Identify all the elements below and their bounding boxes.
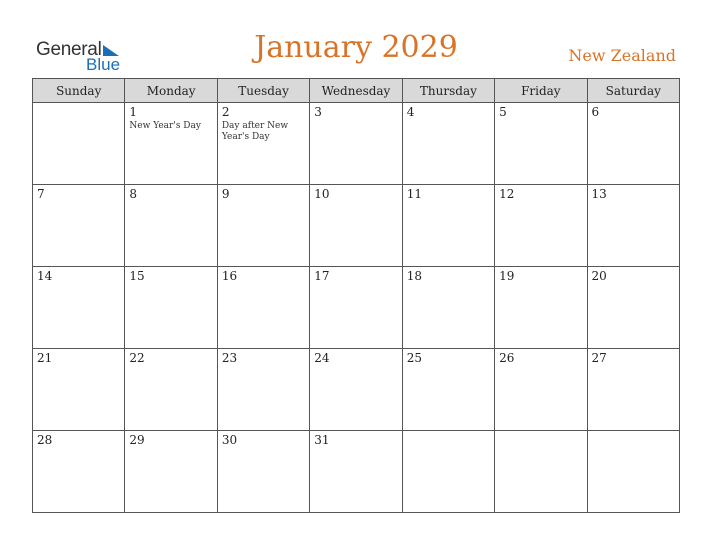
day-number: 22 (129, 351, 145, 365)
day-cell (125, 185, 217, 267)
day-cell (402, 349, 494, 431)
day-number: 12 (499, 187, 515, 201)
day-cell (587, 431, 679, 513)
day-cell (310, 431, 402, 513)
day-cell (217, 103, 309, 185)
day-cell (587, 349, 679, 431)
day-number: 28 (37, 433, 53, 447)
day-cell (310, 349, 402, 431)
day-cell (125, 349, 217, 431)
day-number: 23 (221, 351, 238, 365)
day-cell (310, 185, 402, 267)
day-cell (33, 431, 125, 513)
day-number: 1 (129, 105, 138, 119)
day-cell (495, 103, 587, 185)
day-number: 9 (221, 187, 230, 201)
weekday-header: Tuesday (217, 79, 309, 103)
day-cell (217, 185, 309, 267)
day-number: 24 (314, 351, 330, 365)
day-cell (217, 431, 309, 513)
day-cell (402, 267, 494, 349)
day-cell (125, 431, 217, 513)
day-number: 30 (221, 433, 238, 447)
day-cell (217, 349, 309, 431)
day-cell (495, 185, 587, 267)
day-number: 18 (406, 269, 422, 283)
day-number: 16 (221, 269, 238, 283)
day-number: 31 (314, 433, 330, 447)
day-number: 10 (314, 187, 330, 201)
day-cell (125, 103, 217, 185)
day-number: 19 (499, 269, 515, 283)
day-number: 27 (591, 351, 607, 365)
holiday-label: New Year's Day (129, 121, 201, 131)
day-number: 17 (314, 269, 330, 283)
day-cell (495, 431, 587, 513)
day-cell (495, 349, 587, 431)
day-number: 15 (129, 269, 145, 283)
day-number: 14 (37, 269, 53, 283)
day-number: 11 (406, 187, 422, 201)
day-cell (402, 103, 494, 185)
day-cell (587, 185, 679, 267)
weekday-header: Saturday (587, 79, 679, 103)
week-row (33, 103, 680, 185)
day-number: 7 (37, 187, 45, 201)
day-cell (33, 267, 125, 349)
day-cell (33, 103, 125, 185)
day-cell (33, 349, 125, 431)
week-row (33, 267, 680, 349)
day-cell (402, 185, 494, 267)
week-row (33, 431, 680, 513)
day-number: 29 (129, 433, 145, 447)
day-cell (495, 267, 587, 349)
day-number: 3 (314, 105, 322, 119)
day-cell (310, 267, 402, 349)
day-number: 20 (591, 269, 607, 283)
day-number: 13 (591, 187, 607, 201)
day-number: 5 (499, 105, 507, 119)
week-row (33, 349, 680, 431)
weekday-header: Wednesday (310, 79, 402, 103)
country-label: New Zealand (568, 46, 676, 65)
weekday-header: Sunday (33, 79, 125, 103)
day-number: 4 (406, 105, 415, 119)
week-row (33, 185, 680, 267)
day-number: 2 (221, 105, 230, 119)
day-cell (402, 431, 494, 513)
day-number: 25 (406, 351, 422, 365)
calendar-grid (32, 78, 680, 513)
weekday-header: Friday (495, 79, 587, 103)
day-cell (33, 185, 125, 267)
weekday-header: Monday (125, 79, 217, 103)
day-cell (125, 267, 217, 349)
day-number: 6 (591, 105, 600, 119)
logo-text-general: General (36, 39, 102, 60)
day-cell (587, 267, 679, 349)
holiday-label: Day after New Year's Day (221, 121, 289, 142)
day-cell (217, 267, 309, 349)
day-cell (310, 103, 402, 185)
day-number: 8 (129, 187, 138, 201)
day-number: 26 (499, 351, 515, 365)
logo-text-blue: Blue (86, 55, 121, 74)
day-cell (587, 103, 679, 185)
day-number: 21 (37, 351, 53, 365)
calendar-title: January 2029 (254, 30, 458, 65)
weekday-header-row (33, 79, 680, 103)
weekday-header: Thursday (402, 79, 494, 103)
